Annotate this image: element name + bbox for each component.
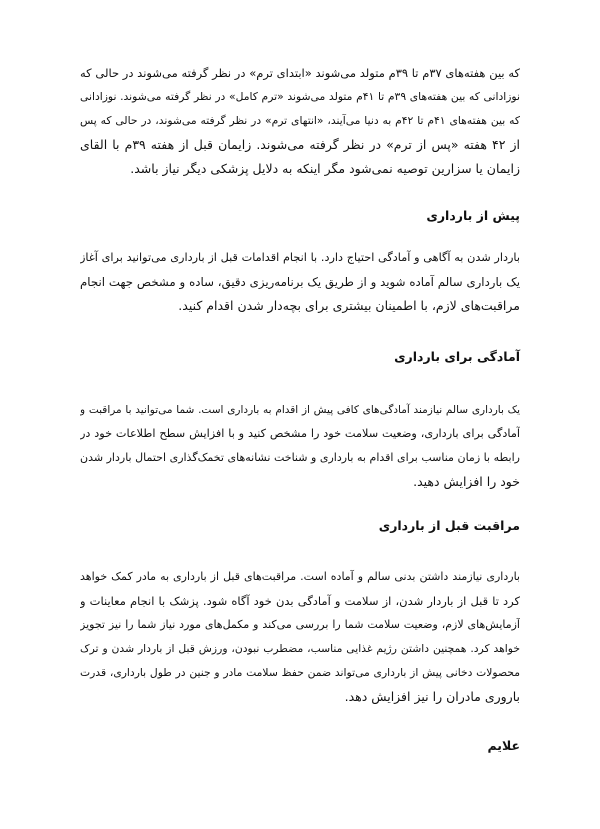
section-heading-symptoms: علایم (487, 738, 520, 753)
paragraph-line: نوزادانی که بین هفته‌های ۳۹م تا ۴۱م متولد می‌شوند «ترم کامل» در نظر گرفته می‌شوند. نوزادانی (80, 90, 520, 103)
paragraph-line: مراقبت‌های لازم، با اطمینان بیشتری برای بچه‌دار شدن اقدام کنید. (178, 298, 520, 313)
paragraph-line: رابطه با زمان مناسب برای اقدام به بارداری و شناخت نشانه‌های تخمک‌گذاری احتمال باردار شدن (80, 451, 520, 464)
section-heading-pregnancy-readiness: آمادگی برای بارداری (394, 349, 520, 364)
paragraph-line: خود را افزایش دهید. (413, 474, 520, 489)
paragraph-line: آزمایش‌های لازم، وضعیت سلامت شما را بررسی می‌کند و مکمل‌های مورد نیاز شما را نیز تجویز (80, 618, 520, 631)
paragraph-line: آمادگی برای بارداری، وضعیت سلامت خود را مشخص کنید و با افزایش سطح اطلاعات خود در (80, 427, 520, 440)
paragraph-line: باردار شدن به آگاهی و آمادگی احتیاج دارد. با انجام اقدامات قبل از بارداری می‌توانید برای آغاز (80, 251, 520, 264)
paragraph-line: زایمان یا سزارین توصیه نمی‌شود مگر اینکه به دلایل پزشکی دیگر نیاز باشد. (130, 161, 520, 176)
paragraph-line: که بین هفته‌های ۳۷م تا ۳۹م متولد می‌شوند «ابتدای ترم» در نظر گرفته می‌شوند در حالی که (80, 66, 520, 80)
section-paragraph-pre-pregnancy (80, 246, 520, 318)
paragraph-line: از ۴۲ هفته «پس از ترم» در نظر گرفته می‌شوند. زایمان قبل از هفته ۳۹م با القای (80, 137, 520, 152)
section-paragraph-pregnancy-readiness (80, 398, 520, 494)
paragraph-line: باروری مادران را نیز افزایش دهد. (344, 689, 520, 704)
paragraph-line: محصولات دخانی پیش از بارداری می‌تواند ضمن حفظ سلامت مادر و جنین در طول بارداری، قدرت (80, 666, 520, 679)
paragraph-line: که بین هفته‌های ۴۱م تا ۴۲م به دنیا می‌آیند، «انتهای ترم» در نظر گرفته می‌شوند، در حالی که پس (80, 114, 520, 127)
section-heading-pre-pregnancy: پیش از بارداری (426, 208, 520, 223)
section-paragraph-pre-pregnancy-care (80, 565, 520, 709)
paragraph-line: یک بارداری سالم نیازمند آمادگی‌های کافی پیش از اقدام به بارداری است. شما می‌توانید با مراقبت و (80, 404, 520, 416)
paragraph-line: یک بارداری سالم آماده شوید و از طریق یک برنامه‌ریزی دقیق، ساده و مشخص جهت انجام (80, 275, 520, 289)
section-heading-pre-pregnancy-care: مراقبت قبل از بارداری (378, 518, 520, 533)
paragraph-line: بارداری نیازمند داشتن بدنی سالم و آماده است. مراقبت‌های قبل از بارداری به مادر کمک خواهد (80, 570, 520, 583)
intro-paragraph (80, 61, 520, 181)
paragraph-line: خواهد کرد. همچنین داشتن رژیم غذایی مناسب، مضطرب نبودن، ورزش قبل از باردار شدن و ترک (80, 642, 520, 655)
paragraph-line: کرد تا قبل از باردار شدن، از سلامت و آمادگی بدن خود آگاه شود. پزشک با انجام معاینات و (80, 594, 520, 608)
